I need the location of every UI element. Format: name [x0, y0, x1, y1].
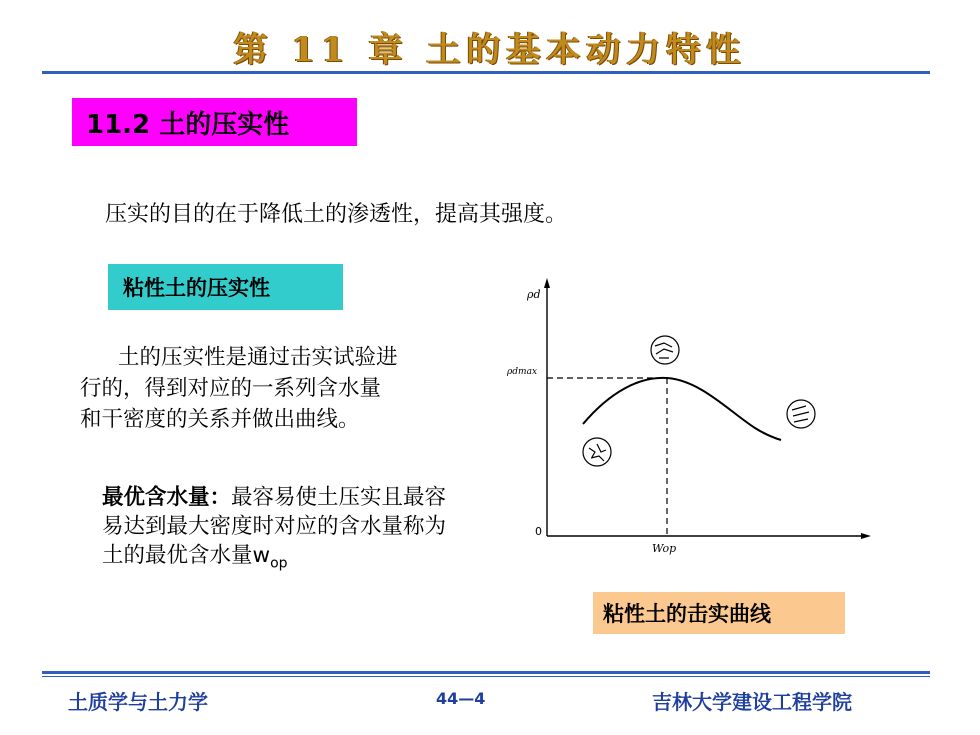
definition-term: 最优含水量：	[102, 485, 232, 510]
compaction-curve	[583, 378, 781, 440]
intro-text: 压实的目的在于降低土的渗透性，提高其强度。	[105, 202, 568, 227]
chapter-title: 第 11 章 土的基本动力特性	[233, 30, 747, 70]
flocculated-structure-icon	[583, 438, 611, 466]
y-max-label: ρdmax	[507, 367, 538, 377]
x-axis-arrow	[861, 533, 871, 539]
optimal-moisture-definition	[102, 483, 447, 578]
paragraph-line: 土的压实性是通过击实试验进	[118, 345, 398, 370]
header-divider	[42, 71, 930, 74]
y-axis-arrow	[544, 278, 550, 288]
dispersed-structure-icon	[787, 400, 815, 428]
page-number: 44—4	[436, 689, 486, 708]
footer-course-name: 土质学与土力学	[68, 690, 208, 714]
origin-label: 0	[535, 525, 542, 538]
section-heading	[72, 98, 357, 146]
intermediate-structure-icon	[651, 336, 679, 364]
footer-institution: 吉林大学建设工程学院	[652, 690, 852, 714]
paragraph-line: 行的，得到对应的一系列含水量	[80, 376, 382, 401]
footer-divider	[42, 671, 930, 674]
footer-divider-thin	[42, 676, 930, 677]
compaction-paragraph	[80, 342, 472, 435]
y-axis-label: ρd	[527, 288, 541, 301]
definition-text: 最容易使土压实且最容易达到最大密度时对应的含水量称为土的最优含水量	[102, 485, 447, 568]
figure-caption-text: 粘性土的击实曲线	[603, 602, 771, 626]
compaction-curve-figure	[505, 272, 875, 572]
moisture-symbol: $w_{op}$	[252, 543, 288, 572]
subsection-title: 粘性土的压实性	[123, 276, 270, 300]
section-title: 11.2 土的压实性	[86, 109, 290, 140]
subsection-heading	[108, 264, 343, 310]
figure-caption	[593, 592, 845, 634]
paragraph-line: 和干密度的关系并做出曲线。	[80, 407, 360, 432]
x-axis-label: Wop	[652, 542, 677, 555]
